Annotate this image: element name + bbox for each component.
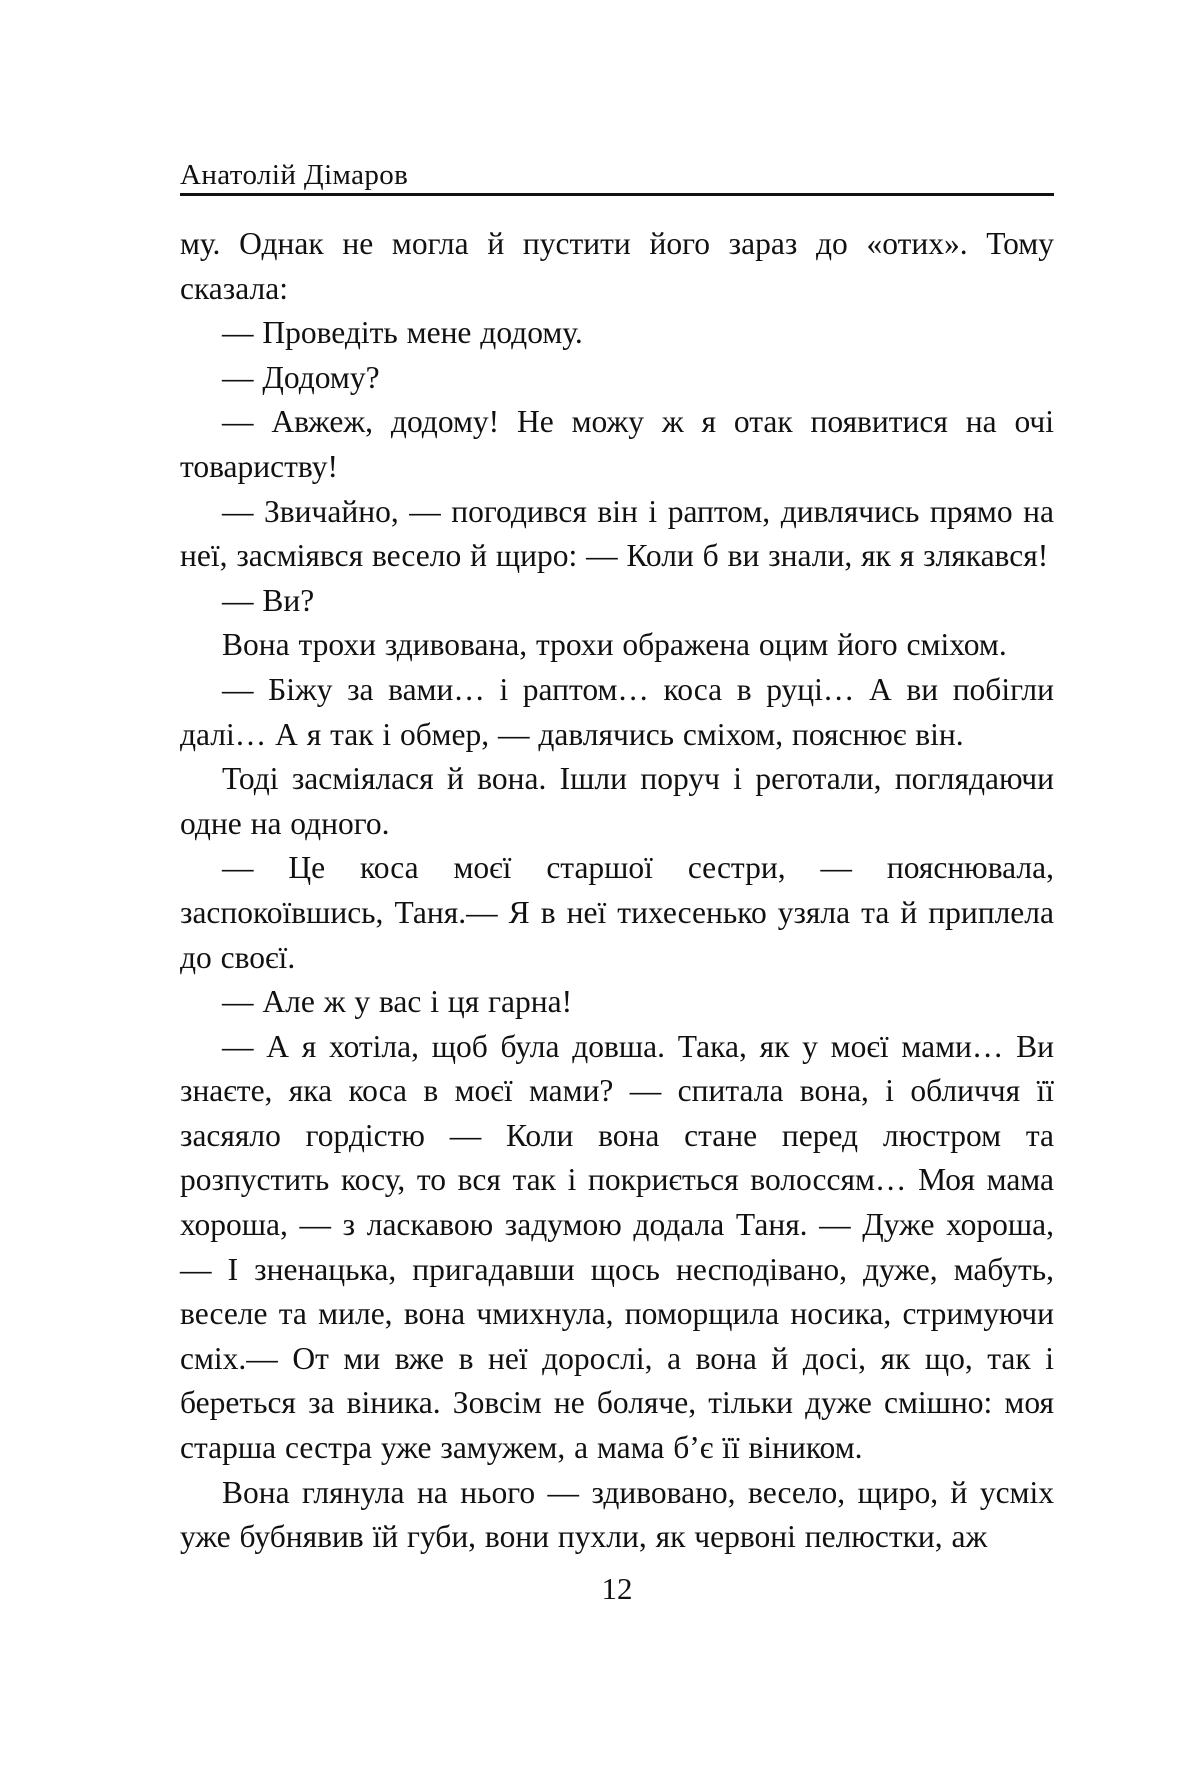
paragraph: — Авжеж, додому! Не можу ж я отак появитися на очі товариству! xyxy=(180,404,1054,484)
paragraph: — Але ж у вас і ця гарна! xyxy=(222,984,573,1020)
header-rule xyxy=(180,193,1054,196)
body-text xyxy=(180,222,1054,1560)
paragraph: — Проведіть мене додому. xyxy=(222,315,583,351)
author-name: Анатолій Дімаров xyxy=(180,159,409,191)
paragraph: — Це коса моєї старшої сестри, — пояснювала, заспокоївшись, Таня.— Я в неї тихесенько узяла та й приплела до своєї. xyxy=(180,850,1054,975)
paragraph: — Ви? xyxy=(222,582,315,618)
paragraph: му. Однак не могла й пустити його зараз до «отих». Тому сказала: xyxy=(180,226,1054,306)
paragraph: Вона трохи здивована, трохи ображена оцим його сміхом. xyxy=(222,627,1007,663)
paragraph: — Додому? xyxy=(222,359,380,395)
page-number: 12 xyxy=(601,1571,633,1606)
paragraph: — А я хотіла, щоб була довша. Така, як у моєї мами… Ви знаєте, яка коса в моєї мами? — спитала вона, і обличчя її засяяло гордістю — Коли вона стане перед люстром та розпустить косу, то вся так і покриється волоссям… Моя мама хороша, — з ласкавою задумою додала Таня. — Дуже хороша, — І зненацька, пригадавши щось несподівано, дуже, мабуть, веселе та миле, вона чмихнула, поморщила носика, стримуючи сміх.— От ми вже в неї дорослі, а вона й досі, як що, так і береться за віника. Зовсім не боляче, тільки дуже смішно: моя старша сестра уже замужем, а мама б’є її віником. xyxy=(180,1028,1054,1466)
paragraph: Тоді засміялася й вона. Ішли поруч і реготали, поглядаючи одне на одного. xyxy=(180,761,1054,841)
paragraph: — Біжу за вами… і раптом… коса в руці… А ви побігли далі… А я так і обмер, — давлячись сміхом, пояснює він. xyxy=(180,671,1054,752)
running-header xyxy=(180,158,1054,196)
paragraph: — Звичайно, — погодився він і раптом, дивлячись прямо на неї, засміявся весело й щиро: — Коли б ви знали, як я злякався! xyxy=(180,493,1054,574)
paragraph: Вона глянула на нього — здивовано, весело, щиро, й усміх уже бубнявив їй губи, вони пухли, як червоні пелюстки, аж xyxy=(180,1474,1054,1555)
